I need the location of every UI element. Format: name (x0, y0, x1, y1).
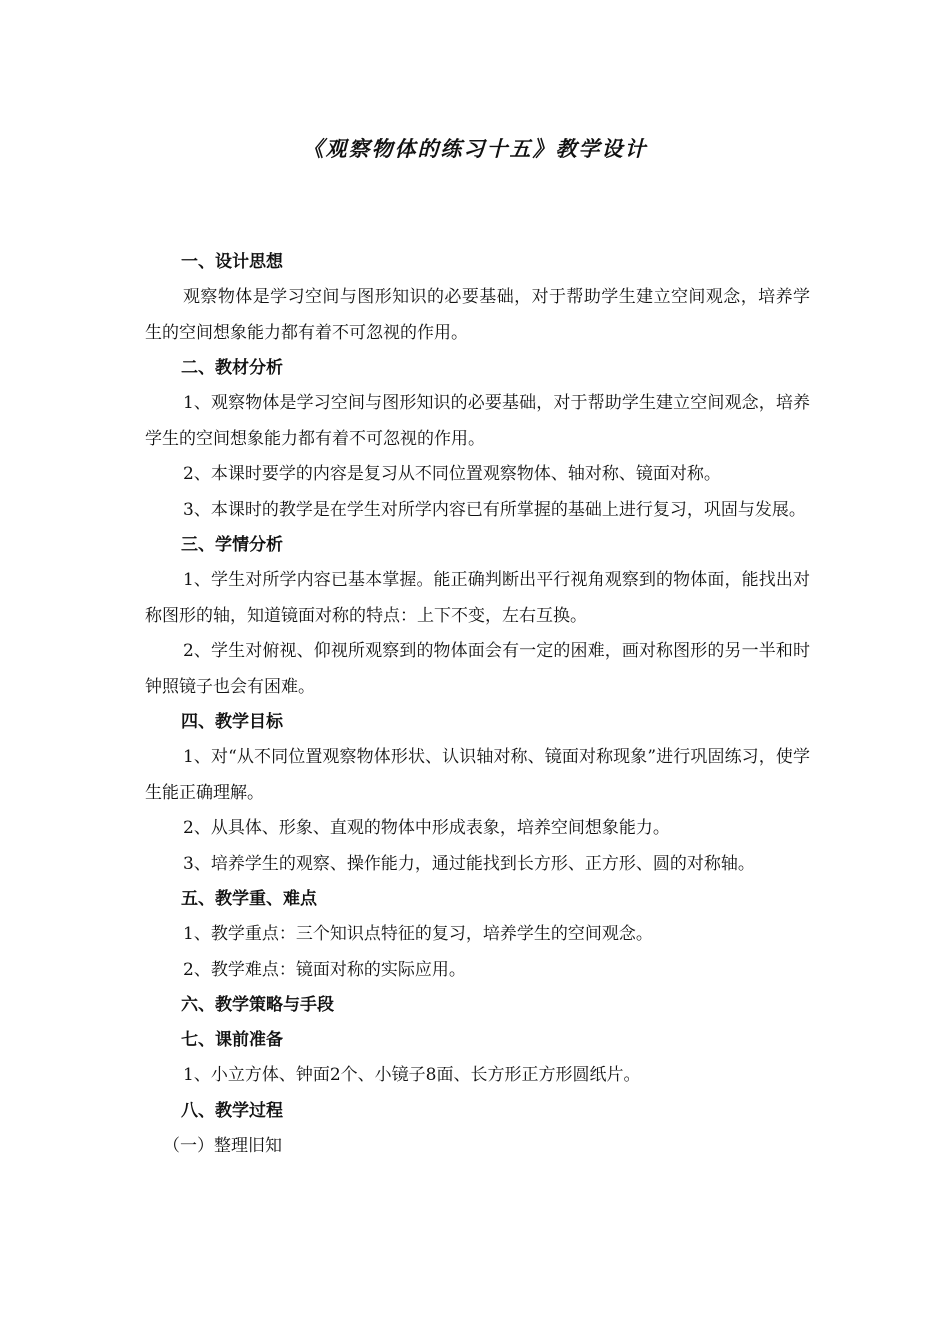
section-heading-teaching-process: 八、教学过程 (181, 1100, 283, 1121)
paragraph: 3、培养学生的观察、操作能力，通过能找到长方形、正方形、圆的对称轴。 (183, 853, 755, 874)
section-heading-material-analysis: 二、教材分析 (181, 358, 283, 378)
document-body (145, 245, 810, 1164)
paragraph: 2、学生对俯视、仰视所观察到的物体面会有一定的困难，画对称图形的另一半和时钟照镜子也会有困难。 (145, 641, 810, 697)
document-title: 《观察物体的练习十五》教学设计 (302, 136, 648, 161)
paragraph: 1、学生对所学内容已基本掌握。能正确判断出平行视角观察到的物体面，能找出对称图形的轴，知道镜面对称的特点：上下不变，左右互换。 (145, 570, 810, 626)
paragraph: 观察物体是学习空间与图形知识的必要基础，对于帮助学生建立空间观念，培养学生的空间想象能力都有着不可忽视的作用。 (145, 287, 810, 343)
paragraph: 1、对“从不同位置观察物体形状、认识轴对称、镜面对称现象”进行巩固练习，使学生能正确理解。 (145, 747, 810, 803)
section-heading-strategies: 六、教学策略与手段 (181, 995, 334, 1015)
section-heading-key-difficult-points: 五、教学重、难点 (181, 889, 317, 909)
subsection-heading: （一）整理旧知 (163, 1135, 282, 1156)
paragraph: 3、本课时的教学是在学生对所学内容已有所掌握的基础上进行复习，巩固与发展。 (183, 499, 806, 520)
paragraph: 1、教学重点：三个知识点特征的复习，培养学生的空间观念。 (183, 924, 653, 944)
paragraph: 2、本课时要学的内容是复习从不同位置观察物体、轴对称、镜面对称。 (183, 464, 721, 484)
section-heading-teaching-goals: 四、教学目标 (181, 712, 283, 732)
paragraph: 1、小立方体、钟面2个、小镜子8面、长方形正方形圆纸片。 (183, 1065, 641, 1085)
section-heading-design-idea: 一、设计思想 (181, 252, 283, 272)
section-heading-preparation: 七、课前准备 (181, 1030, 283, 1050)
section-heading-learner-analysis: 三、学情分析 (181, 535, 283, 555)
paragraph: 2、教学难点：镜面对称的实际应用。 (183, 959, 466, 980)
paragraph: 1、观察物体是学习空间与图形知识的必要基础，对于帮助学生建立空间观念，培养学生的空间想象能力都有着不可忽视的作用。 (145, 393, 810, 449)
paragraph: 2、从具体、形象、直观的物体中形成表象，培养空间想象能力。 (183, 818, 670, 838)
